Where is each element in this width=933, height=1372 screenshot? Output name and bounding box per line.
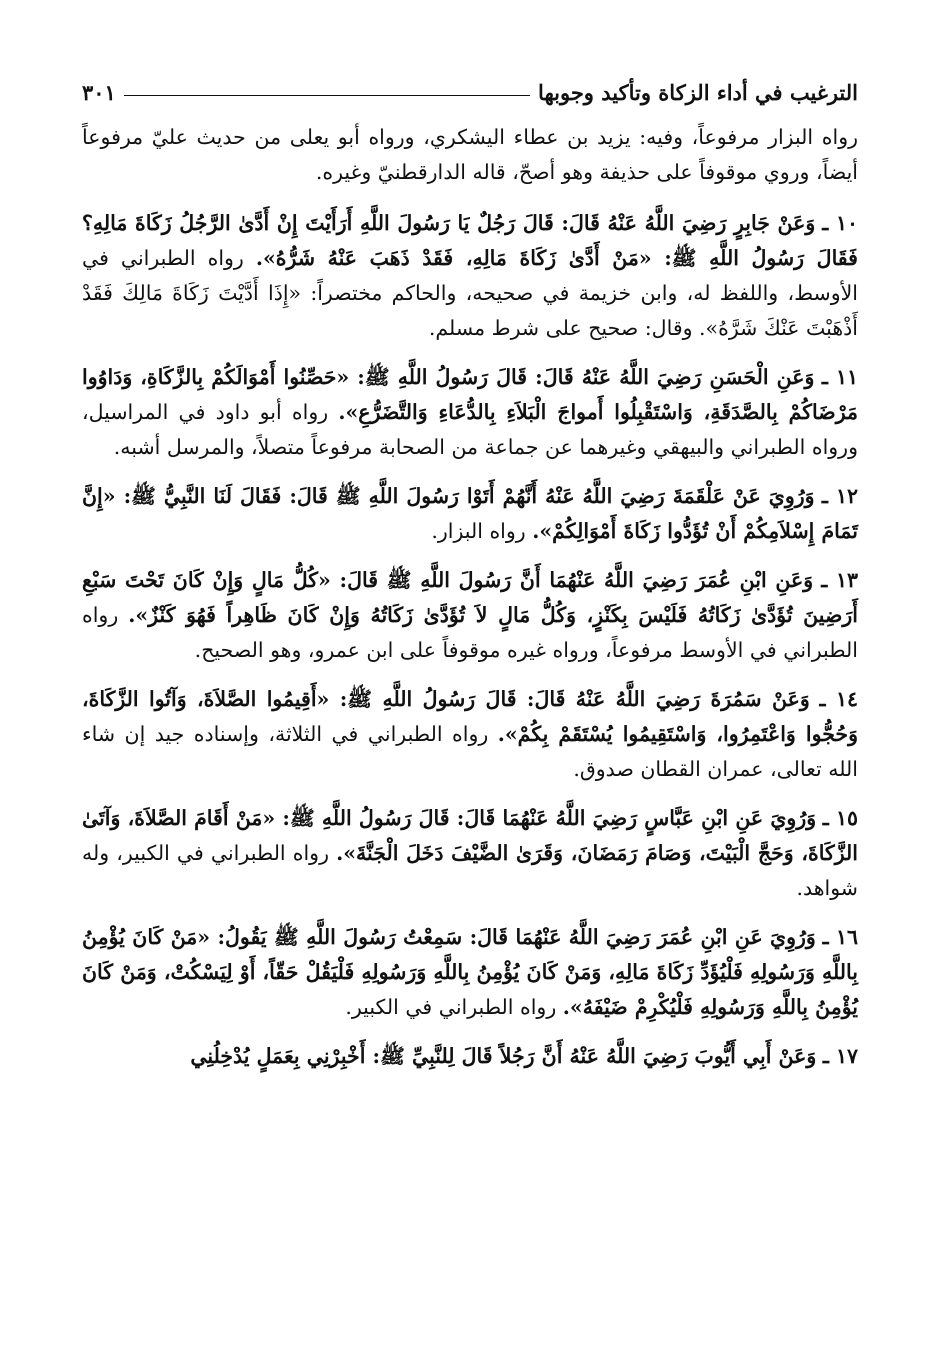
hadith-paragraph-10 (82, 206, 858, 346)
hadith-number: ١٢ ـ (821, 484, 858, 508)
hadith-text: وَرُوِيَ عَنِ ابْنِ عَبَّاسٍ رَضِيَ اللَّهُ عَنْهُمَا قَالَ: قَالَ رَسُولُ اللَّهِ ﷺ: «مَنْ أَقَامَ الصَّلاَةَ، وَآتَىٰ الزَّكَاةَ، وَحَجَّ الْبَيْتَ، وَصَامَ رَمَضَانَ، وَقَرَىٰ الضَّيْفَ دَخَلَ الْجَنَّةَ». (82, 806, 858, 865)
hadith-number: ١٥ ـ (822, 806, 858, 830)
running-header (82, 72, 858, 112)
hadith-paragraph-15 (82, 801, 858, 906)
source-note: رواه البزار مرفوعاً، وفيه: يزيد بن عطاء اليشكري، ورواه أبو يعلى من حديث عليّ مرفوعاً أيضاً، وروي موقوفاً على حذيفة وهو أصحّ، قاله الدارقطنيّ وغيره. (82, 125, 858, 184)
hadith-paragraph-13 (82, 563, 858, 668)
source-note: رواه الطبراني في الكبير، وله شواهد. (82, 841, 858, 900)
source-note: رواه الطبراني في الأوسط مرفوعاً، ورواه غيره موقوفاً على ابن عمرو، وهو الصحيح. (82, 603, 858, 662)
hadith-text: وَعَنِ الْحَسَنِ رَضِيَ اللَّهُ عَنْهُ قَالَ: قَالَ رَسُولُ اللَّهِ ﷺ: «حَصِّنُوا أَمْوَالَكُمْ بِالزَّكَاةِ، وَدَاوُوا مَرْضَاكُمْ بِالصَّدَقَةِ، وَاسْتَقْبِلُوا أَمواجَ الْبَلاَءِ بِالدُّعَاءِ وَالتَّضَرُّعِ». (82, 365, 858, 424)
chapter-title: الترغيب في أداء الزكاة وتأكيد وجوبها (538, 79, 858, 105)
hadith-paragraph-14 (82, 682, 858, 787)
hadith-number: ١٤ ـ (819, 687, 858, 711)
hadith-text: وَرُوِيَ عَنْ عَلْقَمَةَ رَضِيَ اللَّهُ عَنْهُ أَنَّهُمْ أَتَوْا رَسُولَ اللَّهِ ﷺ قَالَ: فَقَالَ لَنَا النَّبِيُّ ﷺ: «إِنَّ تَمَامَ إِسْلاَمِكُمْ أَنْ تُؤَدُّوا زَكَاةَ أَمْوَالِكُمْ». (82, 484, 858, 543)
hadith-paragraph-12 (82, 479, 858, 549)
hadith-number: ١٠ ـ (822, 211, 858, 235)
page-number: ٣٠١ (82, 79, 116, 105)
book-page (82, 72, 858, 1088)
source-note: رواه أبو داود في المراسيل، ورواه الطبراني والبيهقي وغيرهما عن جماعة من الصحابة مرفوعاً متصلاً، والمرسل أشبه. (82, 400, 858, 459)
hadith-paragraph-11 (82, 360, 858, 465)
source-note: رواه الطبراني في الثلاثة، وإسناده جيد إن شاء الله تعالى، عمران القطان صدوق. (82, 722, 858, 781)
hadith-paragraph-16 (82, 920, 858, 1025)
paragraph-continuation (82, 120, 858, 190)
source-note: رواه الطبراني في الأوسط، واللفظ له، وابن خزيمة في صحيحه، والحاكم مختصراً: «إِذَا أَدَّيْتَ زَكَاةَ مَالِكَ فَقَدْ أَذْهَبْتَ عَنْكَ شَرَّهُ». وقال: صحيح على شرط مسلم. (82, 246, 858, 340)
hadith-text: وَعَنْ سَمُرَةَ رَضِيَ اللَّهُ عَنْهُ قَالَ: قَالَ رَسُولُ اللَّهِ ﷺ: «أَقِيمُوا الصَّلاَةَ، وَآتُوا الزَّكَاةَ، وَحُجُّوا وَاعْتَمِرُوا، وَاسْتَقِيمُوا يُسْتَقَمْ بِكُمْ». (82, 687, 858, 746)
source-note: رواه البزار. (431, 519, 526, 543)
hadith-text: وَعَنْ أَبِي أَيُّوبَ رَضِيَ اللَّهُ عَنْهُ أَنَّ رَجُلاً قَالَ لِلنَّبِيِّ ﷺ: أَخْبِرْنِي بِعَمَلٍ يُدْخِلُنِي (190, 1044, 817, 1068)
hadith-number: ١٦ ـ (822, 925, 858, 949)
hadith-number: ١٣ ـ (821, 568, 858, 592)
hadith-number: ١٧ ـ (822, 1044, 858, 1068)
source-note: رواه الطبراني في الكبير. (345, 995, 557, 1019)
header-rule (124, 95, 530, 96)
hadith-text: وَعَنْ جَابِرٍ رَضِيَ اللَّهُ عَنْهُ قَالَ: قَالَ رَجُلٌ يَا رَسُولَ اللَّهِ أَرَأَيْتَ إِنْ أَدَّىٰ الرَّجُلُ زَكَاةَ مَالِهِ؟ فَقَالَ رَسُولُ اللَّهِ ﷺ: «مَنْ أَدَّىٰ زَكَاةَ مَالِهِ، فَقَدْ ذَهَبَ عَنْهُ شَرُّهُ». (82, 211, 858, 270)
hadith-paragraph-17 (82, 1039, 858, 1074)
hadith-text: وَعَنِ ابْنِ عُمَرَ رَضِيَ اللَّهُ عَنْهُمَا أَنَّ رَسُولَ اللَّهِ ﷺ قَالَ: «كُلُّ مَالٍ وَإِنْ كَانَ تَحْتَ سَبْعِ أَرَضِينَ تُؤَدَّىٰ زَكَاتُهُ فَلَيْسَ بِكَنْزٍ، وَكُلُّ مَالٍ لاَ تُؤَدَّىٰ زَكَاتُهُ وَإِنْ كَانَ ظَاهِراً فَهُوَ كَنْزٌ». (82, 568, 858, 627)
hadith-number: ١١ ـ (821, 365, 858, 389)
hadith-text: وَرُوِيَ عَنِ ابْنِ عُمَرَ رَضِيَ اللَّهُ عَنْهُمَا قَالَ: سَمِعْتُ رَسُولَ اللَّهِ ﷺ يَقُولُ: «مَنْ كَانَ يُؤْمِنُ بِاللَّهِ وَرَسُولِهِ فَلْيُؤَدِّ زَكَاةَ مَالِهِ، وَمَنْ كَانَ يُؤْمِنُ بِاللَّهِ وَرَسُولِهِ فَلْيَقُلْ حَقّاً، أَوْ لِيَسْكُتْ، وَمَنْ كَانَ يُؤْمِنُ بِاللَّهِ وَرَسُولِهِ فَلْيُكْرِمْ ضَيْفَهُ». (82, 925, 858, 1019)
